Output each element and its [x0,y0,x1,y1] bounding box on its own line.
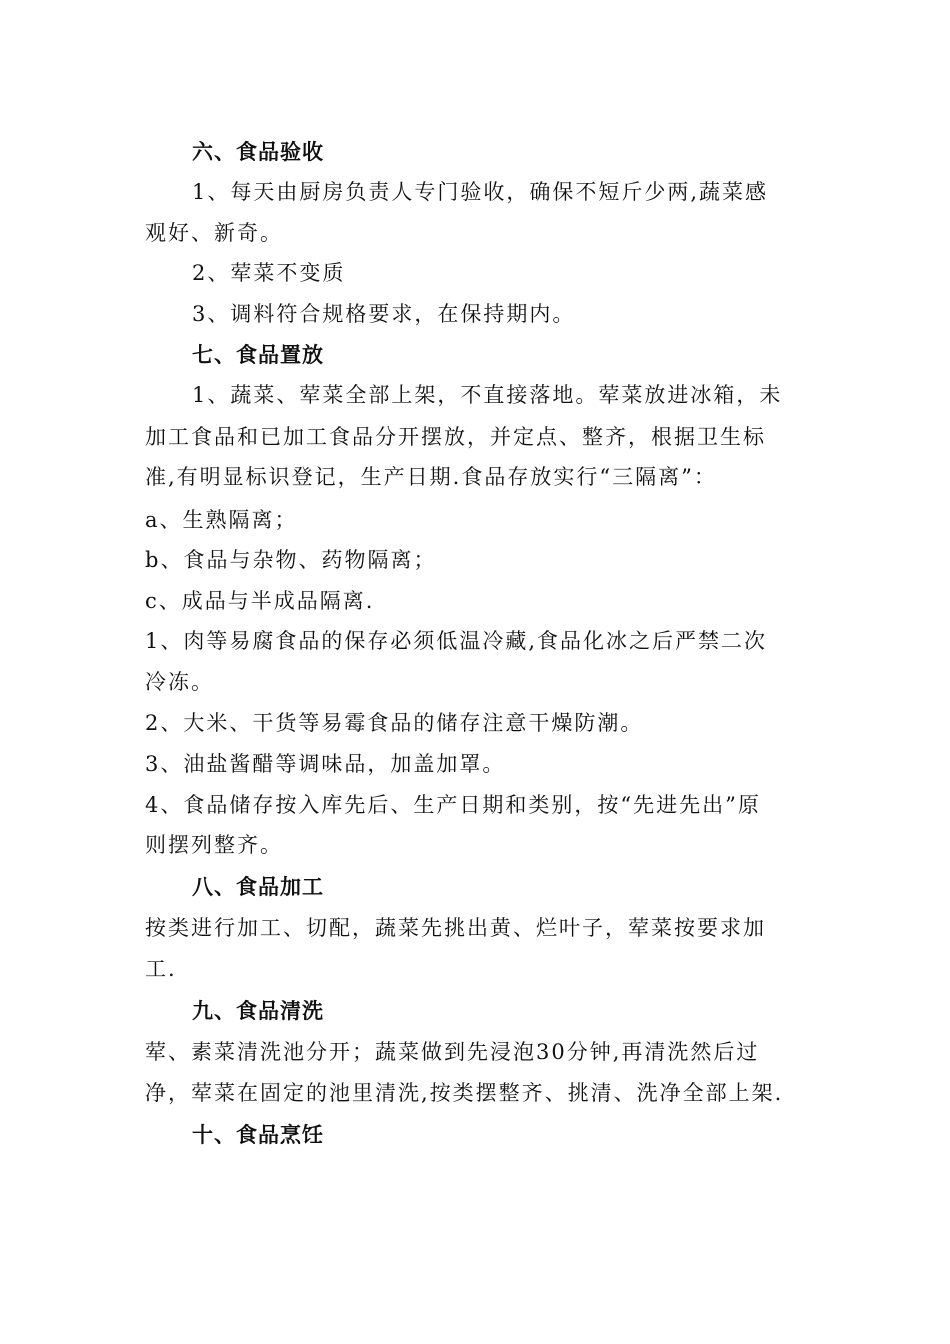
paragraph-line: 1、肉等易腐食品的保存必须低温冷藏,食品化冰之后严禁二次 [145,629,768,653]
paragraph-line: 加工食品和已加工食品分开摆放，并定点、整齐，根据卫生标 [145,425,766,449]
paragraph-line: 工. [145,957,177,981]
list-item: a、生熟隔离； [145,508,298,532]
list-item: c、成品与半成品隔离. [145,589,375,613]
list-item: b、食品与杂物、药物隔离； [145,548,437,572]
section-heading-food-placement: 七、食品置放 [192,343,324,367]
paragraph-line: 按类进行加工、切配，蔬菜先挑出黄、烂叶子，荤菜按要求加 [145,916,766,940]
paragraph-line: 1、每天由厨房负责人专门验收，确保不短斤少两,蔬菜感 [192,180,769,204]
section-heading-food-processing: 八、食品加工 [192,875,324,899]
section-heading-food-cooking: 十、食品烹饪 [192,1123,324,1147]
paragraph-line: 则摆列整齐。 [145,833,283,857]
paragraph-line: 荤、素菜清洗池分开；蔬菜做到先浸泡30分钟,再清洗然后过 [145,1040,760,1064]
section-heading-food-inspection: 六、食品验收 [192,140,324,164]
paragraph-line: 3、油盐酱醋等调味品，加盖加罩。 [145,752,506,776]
paragraph-line: 2、大米、干货等易霉食品的储存注意干燥防潮。 [145,711,644,735]
paragraph-line: 准,有明显标识登记，生产日期.食品存放实行“三隔离”： [145,465,717,489]
paragraph-line: 观好、新奇。 [145,221,283,245]
paragraph-line: 3、调料符合规格要求，在保持期内。 [192,302,576,326]
paragraph-line: 4、食品储存按入库先后、生产日期和类别，按“先进先出”原 [145,793,761,817]
paragraph-line: 2、荤菜不变质 [192,261,346,285]
paragraph-line: 冷冻。 [145,670,214,694]
paragraph-line: 1、蔬菜、荤菜全部上架，不直接落地。荤菜放进冰箱，未 [192,383,783,407]
paragraph-line: 净，荤菜在固定的池里清洗,按类摆整齐、挑清、洗净全部上架. [145,1081,784,1105]
section-heading-food-washing: 九、食品清洗 [192,999,324,1023]
